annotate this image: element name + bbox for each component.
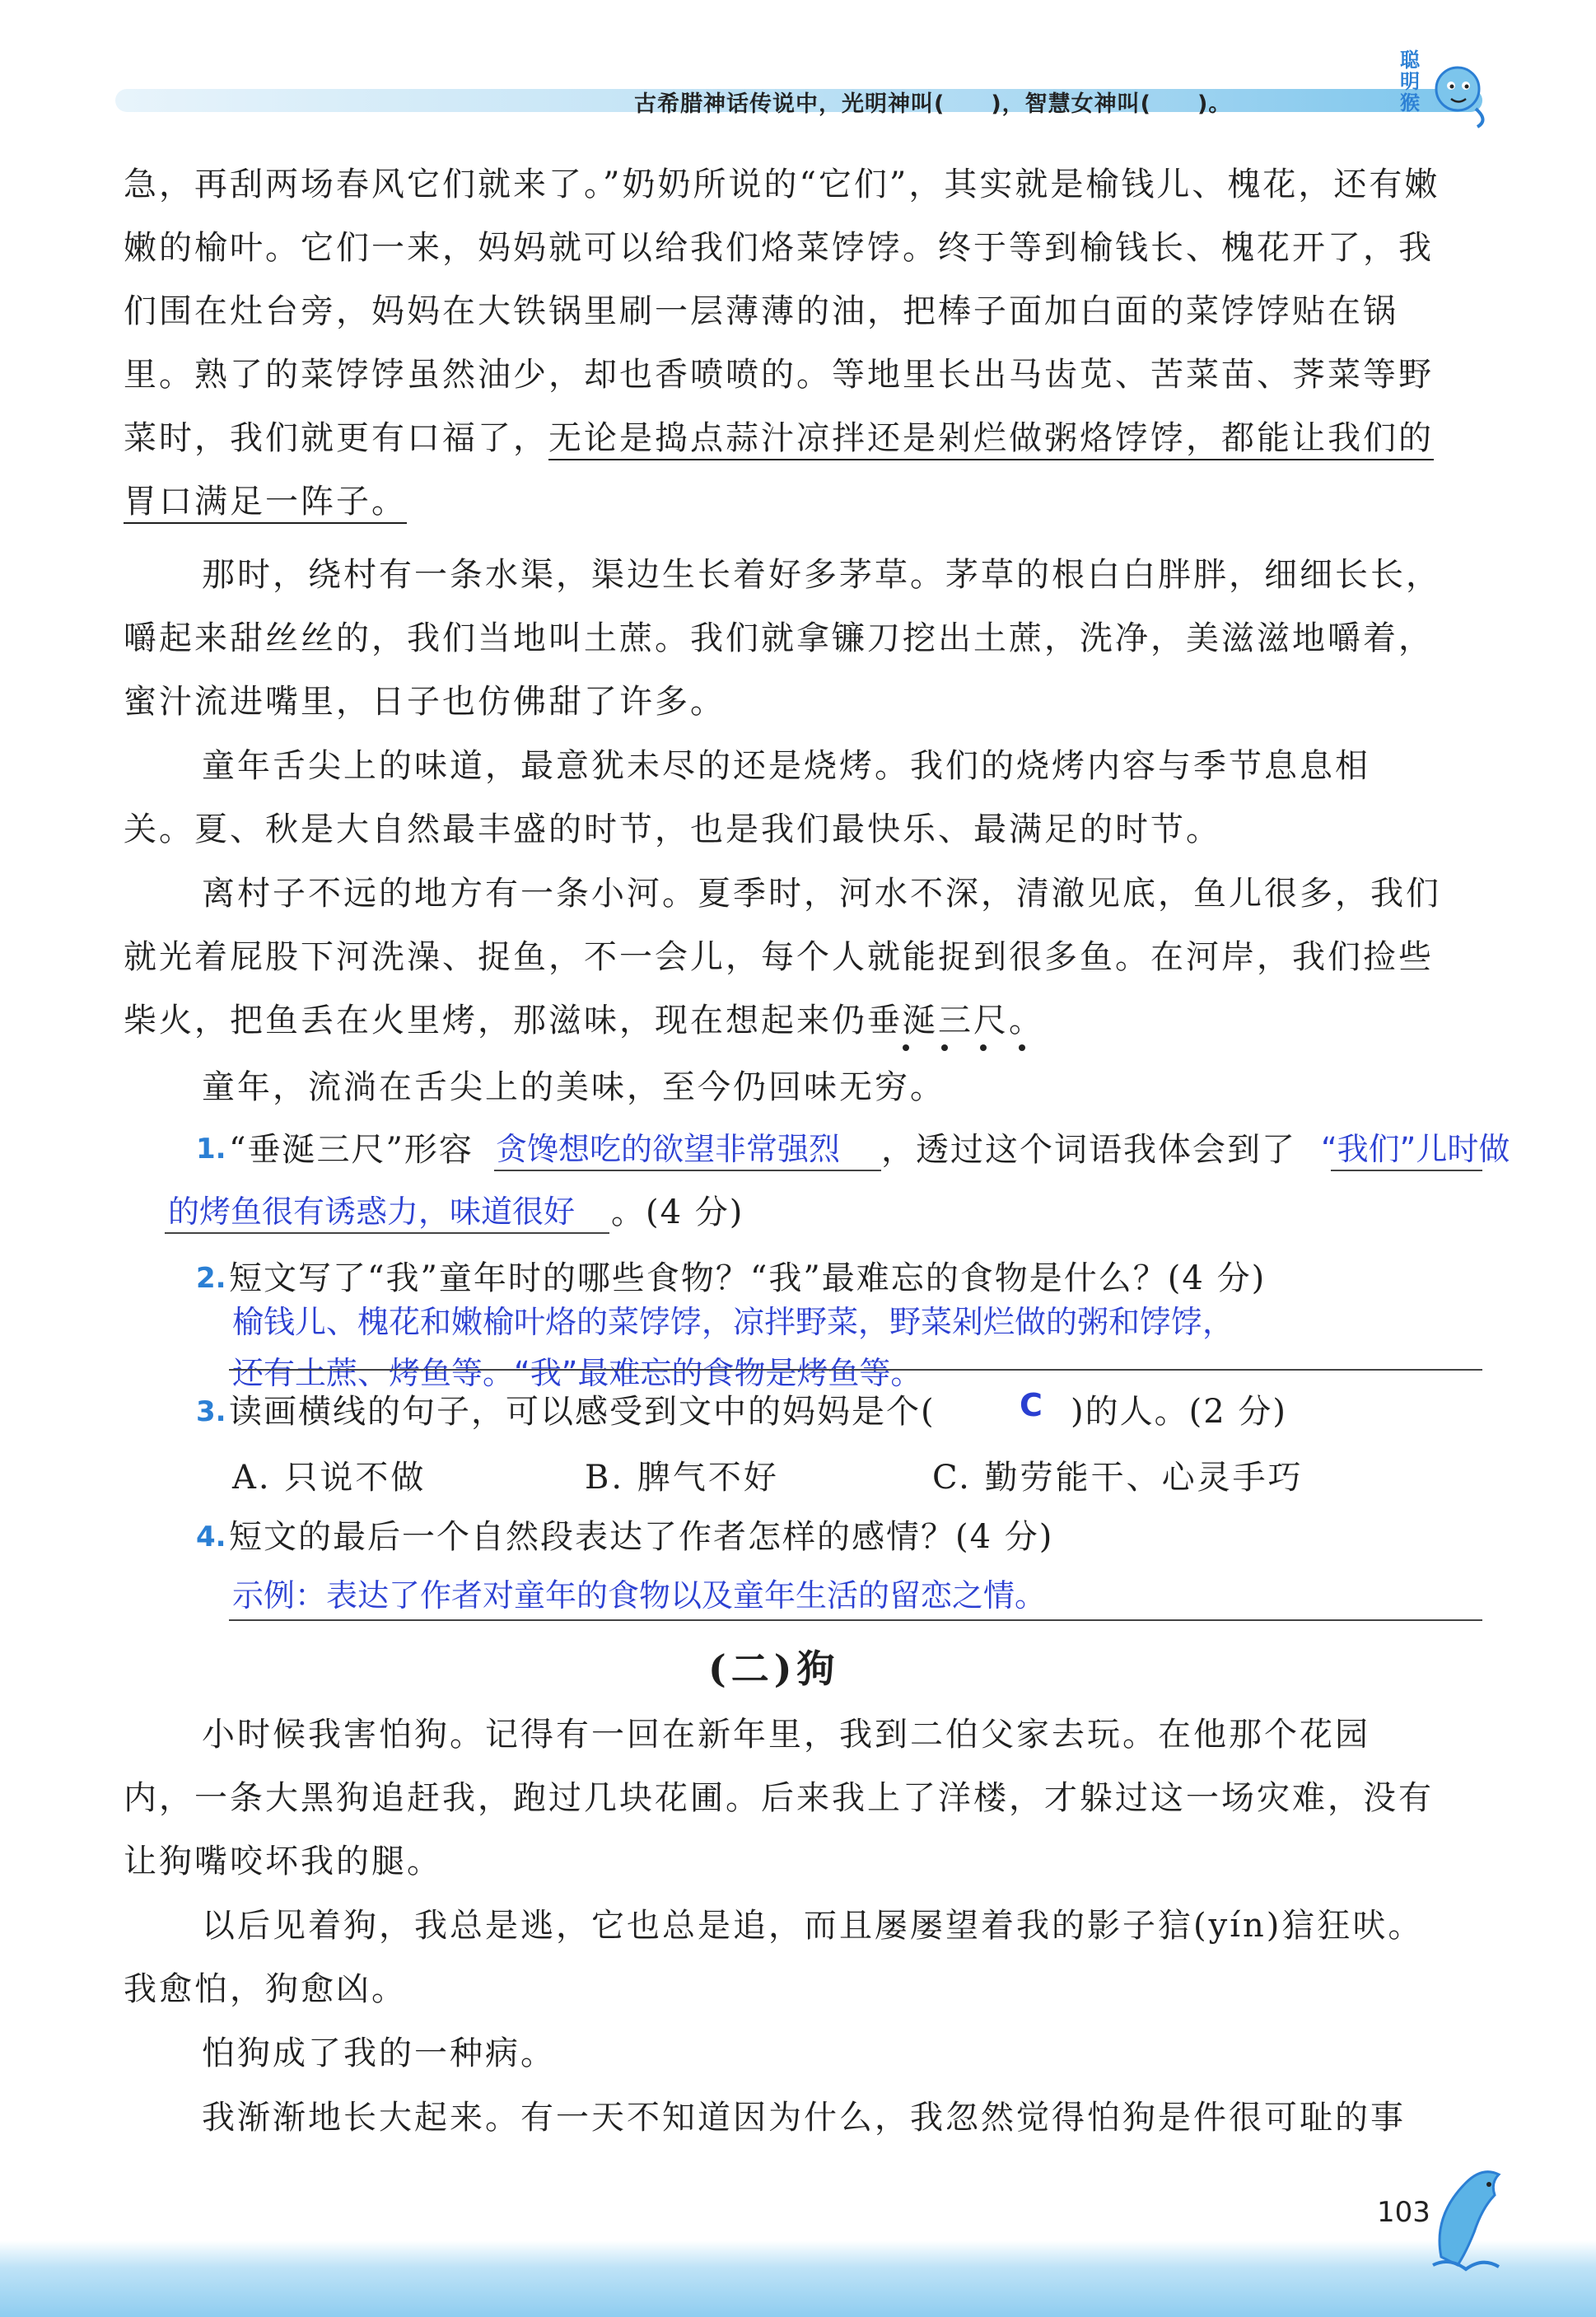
emphasis-dots (898, 1039, 1062, 1056)
para2-line-2: 嚼起来甜丝丝的，我们当地叫土蔗。我们就拿镰刀挖出土蔗，洗净，美滋滋地嚼着， (124, 619, 1434, 657)
q3-option-c: C. 勤劳能干、心灵手巧 (932, 1459, 1304, 1497)
para5: 童年，流淌在舌尖上的美味，至今仍回味无穷。 (202, 1068, 945, 1106)
para2-line-3: 蜜汁流进嘴里，日子也仿佛甜了许多。 (124, 683, 726, 721)
underlined-sentence-part-2: 胃口满足一阵子。 (124, 483, 407, 521)
para2-line-1: 那时，绕村有一条水渠，渠边生长着好多茅草。茅草的根白白胖胖，细细长长， (202, 556, 1441, 594)
q2-blank[interactable] (229, 1369, 1482, 1371)
mascot-label: 聪明猴 (1400, 49, 1420, 114)
q3-option-b: B. 脾气不好 (585, 1459, 779, 1497)
q4-number: 4. (196, 1521, 226, 1553)
story1-line-4: 里。熟了的菜饽饽虽然油少，却也香喷喷的。等地里长出马齿苋、苦菜苗、荠菜等野 (124, 356, 1434, 394)
q3-option-a: A. 只说不做 (232, 1459, 427, 1497)
story2-para1-line-3: 让狗嘴咬坏我的腿。 (124, 1843, 442, 1880)
story2-para2-line-1: 以后见着狗，我总是逃，它也总是追，而且屡屡望着我的影子狺(yín)狺狂吠。 (202, 1907, 1424, 1945)
story2-para1-line-2: 内，一条大黑狗追赶我，跑过几块花圃。后来我上了洋楼，才躲过这一场灾难，没有 (124, 1779, 1434, 1817)
underlined-sentence-part-1: 无论是捣点蒜汁凉拌还是剁烂做粥烙饽饽，都能让我们的 (548, 419, 1434, 457)
story1-line-6 (124, 470, 1482, 534)
story1-line-2: 嫩的榆叶。它们一来，妈妈就可以给我们烙菜饽饽。终于等到榆钱长、槐花开了，我 (124, 229, 1434, 267)
q3-text-a: 读画横线的句子，可以感受到文中的妈妈是个( (229, 1393, 936, 1431)
q1-text-b: ，透过这个词语我体会到了 (881, 1131, 1296, 1169)
q4-answer: 示例：表达了作者对童年的食物以及童年生活的留恋之情。 (232, 1577, 1047, 1614)
q3-answer: C (1020, 1387, 1043, 1423)
footer-bar (0, 2240, 1596, 2317)
story1-line-1: 急，再刮两场春风它们就来了。”奶奶所说的“它们”，其实就是榆钱儿、槐花，还有嫩 (124, 166, 1440, 203)
q3-text-b: )的人。(2 分) (1071, 1393, 1287, 1431)
q1-number: 1. (196, 1133, 226, 1166)
story1-line-3: 们围在灶台旁，妈妈在大铁锅里刷一层薄薄的油，把棒子面加白面的菜饽饽贴在锅 (124, 292, 1398, 330)
para4-line-1: 离村子不远的地方有一条小河。夏季时，河水不深，清澈见底，鱼儿很多，我们 (202, 875, 1441, 913)
q1-answer-2: “我们”儿时做 (1321, 1131, 1510, 1167)
q3-number: 3. (196, 1395, 226, 1428)
story2-para1-line-1: 小时候我害怕狗。记得有一回在新年里，我到二伯父家去玩。在他那个花园 (202, 1716, 1370, 1754)
dolphin-icon (1416, 2150, 1515, 2273)
q1-answer-1: 贪馋想吃的欲望非常强烈 (496, 1131, 841, 1167)
q4-text: 短文的最后一个自然段表达了作者怎样的感情？(4 分) (229, 1518, 1054, 1556)
q2-text: 短文写了“我”童年时的哪些食物？“我”最难忘的食物是什么？(4 分) (229, 1259, 1267, 1297)
para3-line-2: 关。夏、秋是大自然最丰盛的时节，也是我们最快乐、最满足的时节。 (124, 810, 1221, 848)
q4-blank[interactable] (229, 1619, 1482, 1621)
para3-line-1: 童年舌尖上的味道，最意犹未尽的还是烧烤。我们的烧烤内容与季节息息相 (202, 747, 1370, 785)
q2-answer-line-2: 还有土蔗、烤鱼等。“我”最难忘的食物是烤鱼等。 (232, 1355, 922, 1391)
story2-title: (二)狗 (708, 1647, 840, 1691)
story2-para2-line-2: 我愈怕，狗愈凶。 (124, 1970, 407, 2008)
q1-text-a: “垂涎三尺”形容 (229, 1131, 474, 1169)
story1-line-5 (124, 407, 1482, 470)
q2-number: 2. (196, 1262, 226, 1295)
para4-line-3: 柴火，把鱼丢在火里烤，那滋味，现在想起来仍垂涎三尺。 (124, 1002, 1044, 1039)
q1-blank-1[interactable] (494, 1170, 881, 1171)
page-number: 103 (1377, 2196, 1430, 2229)
story2-para3: 怕狗成了我的一种病。 (202, 2034, 556, 2072)
q1-answer-3: 的烤鱼很有诱惑力，味道很好 (168, 1194, 576, 1230)
q2-answer-line-1: 榆钱儿、槐花和嫩榆叶烙的菜饽饽，凉拌野菜，野菜剁烂做的粥和饽饽， (232, 1304, 1234, 1340)
para4-line-2: 就光着屁股下河洗澡、捉鱼，不一会儿，每个人就能捉到很多鱼。在河岸，我们捡些 (124, 938, 1434, 976)
q1-text-c: 。(4 分) (611, 1194, 744, 1231)
story1-line-5-start: 菜时，我们就更有口福了， (124, 419, 548, 457)
q1-blank-2[interactable] (1331, 1170, 1482, 1171)
header-text: 古希腊神话传说中，光明神叫( )，智慧女神叫( )。 (634, 91, 1232, 117)
q1-blank-3[interactable] (165, 1232, 609, 1234)
story2-para4: 我渐渐地长大起来。有一天不知道因为什么，我忽然觉得怕狗是件很可耻的事 (202, 2099, 1406, 2137)
